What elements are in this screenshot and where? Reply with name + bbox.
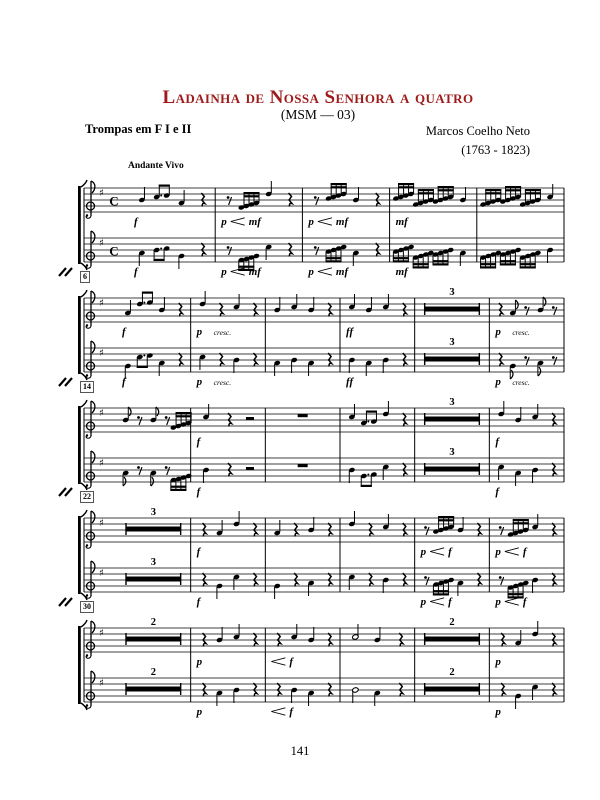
svg-text:p: p [308,266,314,278]
composer-name: Marcos Coelho Neto [425,124,530,138]
system-notation [78,614,570,726]
svg-text:3: 3 [449,397,455,408]
music-system-1 [78,161,570,286]
svg-text:f: f [289,706,294,718]
svg-text:C: C [109,193,119,209]
svg-text:f: f [196,486,201,498]
svg-text:♯: ♯ [99,458,104,469]
measure [307,183,379,228]
svg-text:♯: ♯ [99,298,104,309]
measure [495,463,555,498]
svg-text:f: f [196,546,201,558]
music-system-5 [78,602,570,726]
svg-text:f: f [122,376,126,388]
svg-text:2: 2 [150,617,156,628]
svg-text:p: p [495,596,501,608]
measure [425,447,480,475]
system-notation [78,394,570,506]
svg-text:mf: mf [248,266,261,278]
svg-text:cresc.: cresc. [512,378,530,387]
measure [420,516,481,558]
system-notation [78,174,570,286]
svg-text:p: p [196,326,203,338]
svg-text:♯: ♯ [99,628,104,639]
svg-text:cresc.: cresc. [213,328,232,337]
measure [352,683,403,706]
measure [494,683,555,718]
system-notation [78,284,570,396]
measure-number-box: 30 [80,601,94,613]
system-notation [78,504,570,616]
svg-text:mf: mf [395,266,408,278]
measure [126,667,181,695]
measure [348,573,406,593]
measure [126,557,181,585]
measure [420,573,481,608]
svg-text:3: 3 [449,447,455,458]
measure [126,507,181,535]
measure [298,414,308,417]
svg-text:p: p [495,326,501,338]
measure [122,292,182,339]
svg-text:ff: ff [346,376,354,388]
measure [196,353,257,388]
measure [274,353,332,376]
svg-text:2: 2 [150,667,156,678]
measure [425,667,480,695]
svg-text:f: f [522,596,527,608]
svg-text:♯: ♯ [99,518,104,529]
svg-text:3: 3 [449,337,455,348]
svg-text:p: p [420,596,427,608]
measure [197,573,257,608]
svg-text:♯: ♯ [99,678,104,689]
music-system-4 [78,492,570,616]
instrument-label: Trompas em F I e II [85,122,192,136]
svg-text:f: f [495,436,500,448]
system-separator-icon [57,596,75,608]
svg-text:f: f [448,546,452,558]
measure [122,352,182,388]
svg-text:3: 3 [449,287,455,298]
measure [425,617,480,645]
svg-text:cresc.: cresc. [512,328,530,337]
measure-number-box: 6 [80,271,90,283]
measure [392,183,466,228]
page-number: 141 [290,744,310,758]
svg-text:♯: ♯ [99,348,104,359]
svg-text:f: f [448,596,452,608]
svg-text:2: 2 [449,617,455,628]
measure [126,617,181,645]
measure [196,683,257,718]
svg-text:f: f [495,486,500,498]
svg-text:p: p [495,376,501,388]
svg-text:3: 3 [150,557,156,568]
measure [494,297,556,338]
svg-text:p: p [196,656,203,668]
svg-text:f: f [134,216,138,228]
svg-text:p: p [495,546,501,558]
svg-text:mf: mf [335,216,349,228]
svg-text:f: f [522,546,527,558]
piece-title: Ladainha de Nossa Senhora a quatro [162,87,474,108]
measure [425,397,480,425]
measure [220,243,292,278]
svg-text:♯: ♯ [99,238,104,249]
svg-text:p: p [495,706,501,718]
svg-text:p: p [196,706,203,718]
svg-text:♯: ♯ [99,188,104,199]
svg-text:cresc.: cresc. [213,378,232,387]
measure [197,463,254,498]
measure [494,573,555,608]
system-separator-icon [57,486,75,498]
svg-text:p: p [221,266,227,278]
measure-number-box: 22 [80,491,94,503]
svg-text:mf: mf [395,216,408,228]
measure [274,517,332,537]
svg-text:f: f [196,596,201,608]
measure [346,353,406,388]
composer-block [426,122,530,160]
measure [274,294,332,317]
measure [134,243,205,278]
svg-text:f: f [122,326,126,338]
measure [348,463,406,487]
svg-text:p: p [308,216,314,228]
svg-text:f: f [134,266,138,278]
system-separator-icon [57,266,75,278]
measure [425,287,480,315]
svg-text:f: f [289,656,294,668]
measure [392,244,466,278]
measure [298,464,308,467]
svg-text:ff: ff [346,326,354,338]
measure [480,184,554,208]
svg-text:p: p [420,546,427,558]
svg-text:3: 3 [150,507,156,518]
measure [425,337,480,365]
svg-text:mf: mf [248,216,261,228]
measure-number-box: 14 [80,381,94,393]
svg-text:♯: ♯ [99,408,104,419]
measure [352,624,403,647]
measure [122,407,192,431]
svg-text:f: f [196,436,201,448]
svg-text:C: C [109,243,119,259]
measure [307,243,379,278]
measure [494,353,556,388]
system-separator-icon [57,376,75,388]
svg-text:mf: mf [335,266,349,278]
measure [271,683,331,718]
svg-text:p: p [196,376,203,388]
svg-text:p: p [495,656,501,668]
composer-dates: (1763 - 1823) [461,142,530,157]
svg-text:♯: ♯ [99,568,104,579]
svg-text:2: 2 [449,667,455,678]
svg-text:p: p [221,216,227,228]
catalog-number: (MSM — 03) [280,107,356,122]
tempo-marking: Andante Vivo [128,161,184,171]
